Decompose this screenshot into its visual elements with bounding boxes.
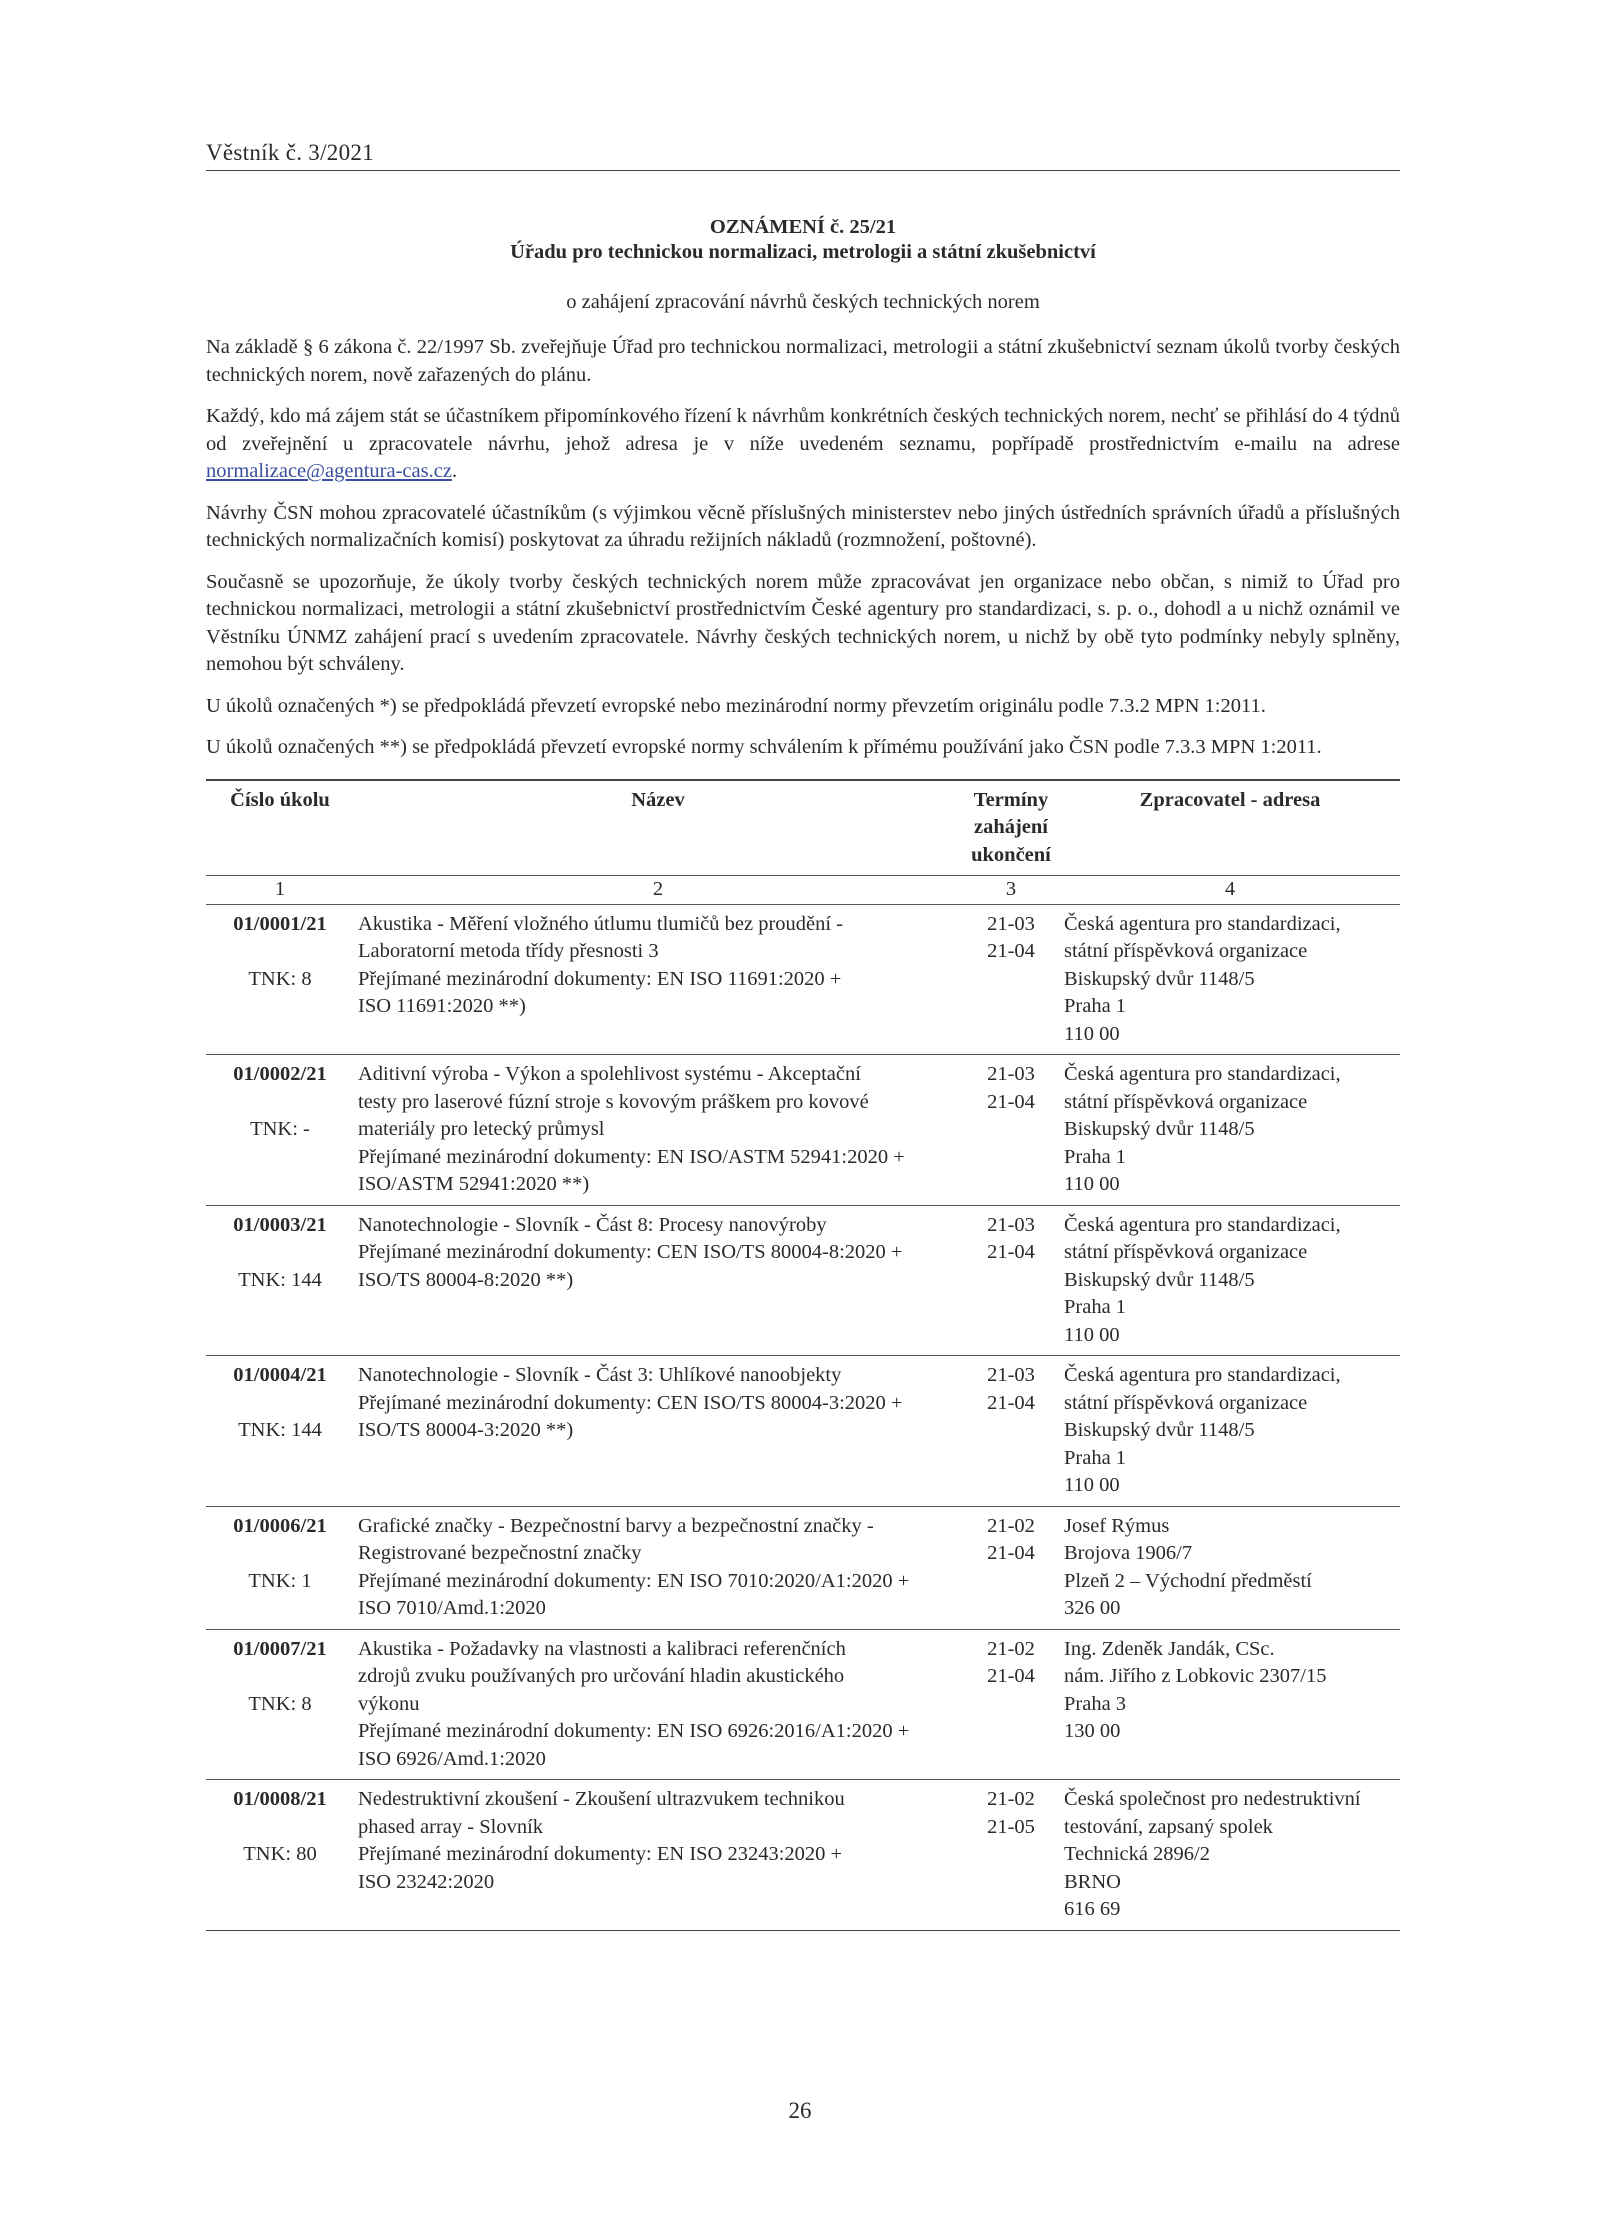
address-line: Biskupský dvůr 1148/5 [1064,1118,1255,1140]
tnk-label: TNK: 8 [248,1692,312,1715]
address-line: 326 00 [1064,1597,1121,1619]
address-line: Biskupský dvůr 1148/5 [1064,1268,1255,1291]
paragraph-participation-text: Každý, kdo má zájem stát se účastníkem připomínkového řízení k návrhům konkrétních českých technických norem, nechť se přihlásí do 4 týdnů od zveřejnění u zpracovatele návrhu, jehož adresa je v níže uvedeném seznamu, popřípadě prostřednictvím e-mailu na adrese [206,405,1401,455]
address-line: Praha 1 [1064,1296,1127,1318]
task-name-line: ISO/ASTM 52941:2020 **) [358,1173,590,1195]
announcement-title [206,215,1400,265]
task-dates-cell [962,1356,1060,1507]
task-name-line: Přejímané mezinárodní dokumenty: EN ISO 23243:2020 + [358,1843,843,1865]
task-name-line: Laboratorní metoda třídy přesnosti 3 [358,940,659,962]
table-row [206,904,1400,1055]
task-name-line: Grafické značky - Bezpečnostní barvy a bezpečnostní značky - [358,1514,874,1537]
address-line: testování, zapsaný spolek [1064,1815,1273,1838]
address-line: 110 00 [1064,1474,1120,1496]
task-number: 01/0002/21 [233,1063,327,1085]
announcement-subject: o zahájení zpracování návrhů českých technických norem [566,291,1040,313]
start-date: 21-03 [987,1063,1035,1085]
header-processor: Zpracovatel - adresa [1139,788,1321,811]
header-name: Název [631,788,685,811]
address-line: Česká agentura pro standardizaci, [1064,912,1341,935]
paragraph-participation-end: . [451,460,458,482]
column-number: 1 [206,876,354,905]
address-line: státní příspěvková organizace [1064,1391,1308,1414]
address-line: Praha 3 [1064,1692,1127,1715]
task-name-line: Přejímané mezinárodní dokumenty: CEN ISO/TS 80004-8:2020 + [358,1241,903,1263]
header-dates-line3: ukončení [971,843,1051,866]
task-name-line: Aditivní výroba - Výkon a spolehlivost systému - Akceptační [358,1063,861,1085]
task-name-line: Nedestruktivní zkoušení - Zkoušení ultrazvukem technikou [358,1788,845,1810]
task-name-line: Přejímané mezinárodní dokumenty: EN ISO 11691:2020 + [358,967,842,990]
header-task-number: Číslo úkolu [230,788,330,811]
tnk-label: TNK: 144 [238,1419,322,1441]
address-line: Praha 1 [1064,1446,1127,1469]
task-dates-cell [962,1629,1060,1780]
processor-address-cell [1060,1629,1400,1780]
table-header-row [206,780,1400,876]
task-name-cell [354,904,962,1055]
task-number: 01/0008/21 [233,1788,327,1810]
table-row [206,1205,1400,1356]
task-dates-cell [962,1205,1060,1356]
start-date: 21-02 [987,1788,1035,1810]
task-name-line: ISO/TS 80004-8:2020 **) [358,1268,574,1291]
end-date: 21-04 [987,1665,1035,1687]
task-name-line: Registrované bezpečnostní značky [358,1542,642,1564]
tnk-label: TNK: 80 [243,1843,317,1865]
task-number: 01/0006/21 [233,1514,327,1537]
task-number: 01/0001/21 [233,912,327,935]
start-date: 21-02 [987,1514,1035,1537]
task-name-line: Přejímané mezinárodní dokumenty: EN ISO/ASTM 52941:2020 + [358,1145,905,1168]
task-name-cell [354,1506,962,1629]
end-date: 21-04 [987,1542,1035,1564]
address-line: Technická 2896/2 [1064,1843,1211,1865]
tnk-label: TNK: 8 [248,967,312,990]
end-date: 21-05 [987,1815,1035,1838]
end-date: 21-04 [987,940,1035,962]
announcement-number: OZNÁMENÍ č. 25/21 [709,216,897,238]
task-cell [206,1205,354,1356]
processor-address-cell [1060,1506,1400,1629]
task-name-line: testy pro laserové fúzní stroje s kovovým práškem pro kovové [358,1090,869,1113]
task-name-line: Nanotechnologie - Slovník - Část 3: Uhlíkové nanoobjekty [358,1364,842,1386]
task-name-line: ISO 11691:2020 **) [358,995,526,1017]
task-cell [206,1629,354,1780]
start-date: 21-03 [987,1364,1035,1386]
task-name-line: ISO 7010/Amd.1:2020 [358,1597,546,1619]
address-line: 110 00 [1064,1323,1120,1346]
processor-address-cell [1060,904,1400,1055]
address-line: Praha 1 [1064,1145,1127,1168]
header-dates-line1: Termíny [973,788,1049,811]
address-line: státní příspěvková organizace [1064,1241,1308,1263]
task-cell [206,1506,354,1629]
task-dates-cell [962,904,1060,1055]
task-name-line: zdrojů zvuku používaných pro určování hladin akustického [358,1665,845,1687]
end-date: 21-04 [987,1391,1035,1414]
document-page [206,140,1400,1931]
address-line: Česká agentura pro standardizaci, [1064,1213,1341,1236]
task-name-cell [354,1629,962,1780]
task-cell [206,1055,354,1206]
address-line: Česká agentura pro standardizaci, [1064,1063,1341,1085]
end-date: 21-04 [987,1090,1035,1113]
table-body [206,904,1400,1930]
address-line: Česká společnost pro nedestruktivní [1064,1788,1361,1810]
processor-address-cell [1060,1055,1400,1206]
processor-address-cell [1060,1780,1400,1931]
task-dates-cell [962,1506,1060,1629]
paragraph-legal-basis: Na základě § 6 zákona č. 22/1997 Sb. zveřejňuje Úřad pro technickou normalizaci, metrologii a státní zkušebnictví seznam úkolů tvorby českých technických norem, nově zařazených do plánu. [206,336,1400,386]
task-name-line: Přejímané mezinárodní dokumenty: CEN ISO/TS 80004-3:2020 + [358,1391,903,1414]
task-name-line: Akustika - Požadavky na vlastnosti a kalibraci referenčních [358,1637,846,1660]
start-date: 21-03 [987,1213,1035,1236]
task-name-line: Akustika - Měření vložného útlumu tlumičů bez proudění - [358,912,844,935]
task-name-cell [354,1055,962,1206]
processor-address-cell [1060,1356,1400,1507]
column-number: 2 [354,876,962,905]
email-link[interactable]: normalizace@agentura-cas.cz [206,460,452,482]
task-name-cell [354,1356,962,1507]
paragraph-participation [206,403,1400,486]
address-line: Biskupský dvůr 1148/5 [1064,967,1255,990]
table-row [206,1780,1400,1931]
task-name-line: Přejímané mezinárodní dokumenty: EN ISO 6926:2016/A1:2020 + [358,1720,910,1742]
task-name-line: Přejímané mezinárodní dokumenty: EN ISO 7010:2020/A1:2020 + [358,1569,910,1592]
table-row [206,1629,1400,1780]
column-number: 4 [1060,876,1400,905]
task-name-line: materiály pro letecký průmysl [358,1118,605,1140]
address-line: 110 00 [1064,1022,1120,1045]
table-row [206,1055,1400,1206]
address-line: státní příspěvková organizace [1064,940,1308,962]
task-name-line: ISO/TS 80004-3:2020 **) [358,1419,574,1441]
task-dates-cell [962,1055,1060,1206]
address-line: 130 00 [1064,1720,1121,1742]
page-number: 26 [788,2098,812,2123]
task-dates-cell [962,1780,1060,1931]
end-date: 21-04 [987,1241,1035,1263]
table-column-numbers [206,876,1400,905]
task-cell [206,1780,354,1931]
tnk-label: TNK: 1 [248,1569,312,1592]
address-line: Ing. Zdeněk Jandák, CSc. [1064,1637,1275,1660]
paragraph-note-single-asterisk: U úkolů označených *) se předpokládá převzetí evropské nebo mezinárodní normy převzetím originálu podle 7.3.2 MPN 1:2011. [206,694,1266,717]
address-line: Plzeň 2 – Východní předměstí [1064,1569,1312,1592]
task-name-cell [354,1780,962,1931]
task-name-line: ISO 6926/Amd.1:2020 [358,1747,546,1770]
table-row [206,1356,1400,1507]
address-line: BRNO [1064,1870,1121,1893]
task-number: 01/0007/21 [233,1637,327,1660]
address-line: nám. Jiřího z Lobkovic 2307/15 [1064,1665,1327,1687]
address-line: státní příspěvková organizace [1064,1090,1308,1113]
task-table [206,779,1400,1931]
address-line: 110 00 [1064,1173,1120,1195]
header-dates [962,780,1060,876]
task-name-line: Nanotechnologie - Slovník - Část 8: Procesy nanovýroby [358,1213,827,1236]
paragraph-notice: Současně se upozorňuje, že úkoly tvorby českých technických norem může zpracovávat jen organizace nebo občan, s nimiž to Úřad pro technickou normalizaci, metrologii a státní zkušebnictví prostřednictvím České agentury pro standardizaci, s. p. o., dohodl a u nichž oznámil ve Věstníku ÚNMZ zahájení prací s uvedením zpracovatele. Návrhy českých technických norem, u nichž by obě tyto podmínky nebyly splněny, nemohou být schváleny. [206,570,1400,675]
task-name-line: phased array - Slovník [358,1815,544,1838]
start-date: 21-03 [987,912,1035,935]
start-date: 21-02 [987,1637,1035,1660]
task-number: 01/0003/21 [233,1213,327,1236]
task-cell [206,1356,354,1507]
task-name-cell [354,1205,962,1356]
tnk-label: TNK: - [250,1118,310,1140]
address-line: Biskupský dvůr 1148/5 [1064,1419,1255,1441]
processor-address-cell [1060,1205,1400,1356]
column-number: 3 [962,876,1060,905]
running-header: Věstník č. 3/2021 [206,140,1400,171]
task-name-line: výkonu [358,1692,420,1715]
address-line: Josef Rýmus [1064,1514,1170,1537]
task-number: 01/0004/21 [233,1364,327,1386]
task-cell [206,904,354,1055]
header-dates-line2: zahájení [973,816,1049,838]
announcement-authority: Úřadu pro technickou normalizaci, metrologii a státní zkušebnictví [510,241,1096,263]
paragraph-drafts: Návrhy ČSN mohou zpracovatelé účastníkům (s výjimkou věcně příslušných ministerstev nebo jiných ústředních správních úřadů a příslušných technických normalizačních komisí) poskytovat za úhradu režijních nákladů (rozmnožení, poštovné). [206,501,1400,551]
address-line: Česká agentura pro standardizaci, [1064,1364,1341,1386]
table-row [206,1506,1400,1629]
tnk-label: TNK: 144 [238,1268,322,1291]
paragraph-note-double-asterisk: U úkolů označených **) se předpokládá převzetí evropské normy schválením k přímému používání jako ČSN podle 7.3.3 MPN 1:2011. [206,736,1322,758]
address-line: Praha 1 [1064,995,1127,1017]
task-name-line: ISO 23242:2020 [358,1870,495,1893]
address-line: Brojova 1906/7 [1064,1542,1193,1564]
address-line: 616 69 [1064,1898,1121,1920]
